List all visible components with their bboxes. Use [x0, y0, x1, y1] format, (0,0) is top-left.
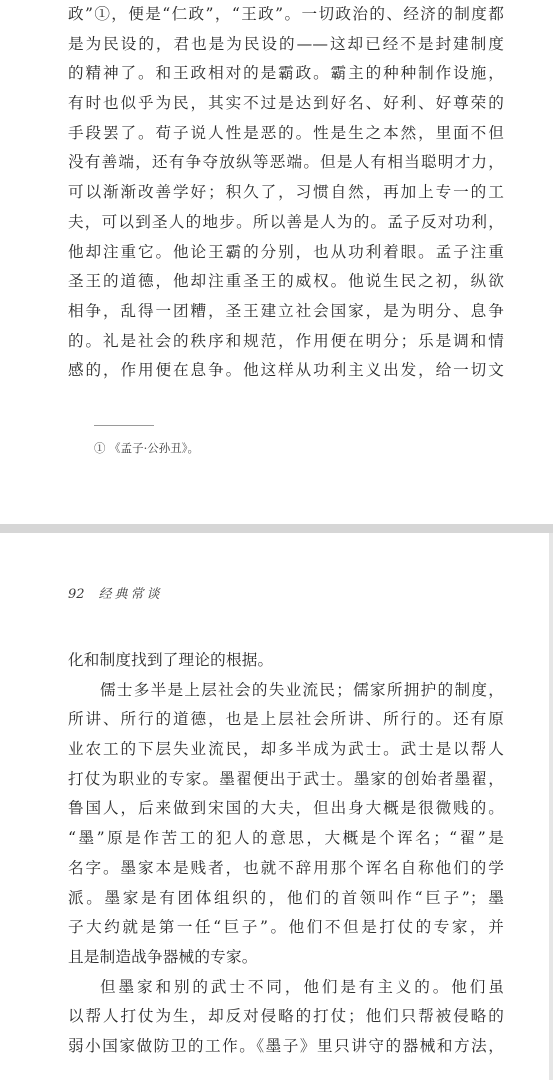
- upper-text-line-7: 可以渐渐改善学好；积久了，习惯自然，再加上专一的工: [68, 183, 504, 202]
- upper-text-line-10: 圣王的道德，他却注重圣王的威权。他说生民之初，纵欲: [68, 272, 504, 291]
- page-number: 92: [68, 587, 85, 602]
- upper-text-line-2: 是为民设的，君也是为民设的——这却已经不是封建制度: [68, 34, 504, 53]
- upper-text-line-1: 政”①，便是“仁政”，“王政”。一切政治的、经济的制度都: [68, 5, 504, 23]
- upper-book-page: [0, 0, 553, 524]
- upper-text-line-6: 没有善端，还有争夺放纵等恶端。但是人有相当聪明才力，: [68, 153, 504, 172]
- lower-text-line-14: 弱小国家做防卫的工作。《墨子》里只讲守的器械和方法，: [68, 1036, 504, 1055]
- page-edge-shadow: [549, 533, 553, 1080]
- running-title: 经典常谈: [98, 587, 163, 602]
- lower-text-line-9: 派。墨家是有团体组织的，他们的首领叫作“巨子”；墨: [68, 888, 504, 907]
- lower-text-line-3: 所讲、所行的道德，也是上层社会所讲、所行的。还有原: [68, 710, 504, 729]
- upper-text-line-4: 有时也似乎为民，其实不过是达到好名、好利、好尊荣的: [68, 94, 504, 113]
- lower-text-line-12: 但墨家和别的武士不同，他们是有主义的。他们虽: [100, 977, 504, 996]
- running-header: [68, 586, 163, 604]
- lower-text-line-10: 子大约就是第一任“巨子”。他们不但是打仗的专家，并: [68, 918, 504, 937]
- lower-text-line-1: 化和制度找到了理论的根据。: [68, 651, 274, 669]
- lower-text-line-7: “墨”原是作苦工的犯人的意思，大概是个诨名；“翟”是: [68, 829, 504, 848]
- upper-text-line-11: 相争，乱得一团糟，圣王建立社会国家，是为明分、息争: [68, 301, 504, 320]
- upper-text-line-8: 夫，可以到圣人的地步。所以善是人为的。孟子反对功利，: [68, 212, 504, 231]
- upper-text-line-9: 他却注重它。他论王霸的分别，也从功利着眼。孟子注重: [68, 242, 504, 261]
- upper-text-line-5: 手段罢了。荀子说人性是恶的。性是生之本然，里面不但: [68, 123, 504, 142]
- upper-text-line-13: 感的，作用便在息争。他这样从功利主义出发，给一切文: [68, 361, 504, 380]
- upper-page-body-text: [68, 0, 504, 386]
- lower-text-line-5: 打仗为职业的专家。墨翟便出于武士。墨家的创始者墨翟，: [68, 769, 504, 788]
- lower-text-line-13: 以帮人打仗为生，却反对侵略的打仗；他们只帮被侵略的: [68, 1007, 504, 1026]
- lower-text-line-11: 且是制造战争器械的专家。: [68, 947, 258, 966]
- footnote: ① 《孟子·公孙丑》。: [94, 441, 200, 455]
- page-separator: [0, 524, 553, 533]
- lower-page-body-text: [68, 646, 504, 1062]
- lower-text-line-6: 鲁国人，后来做到宋国的大夫，但出身大概是很微贱的。: [68, 799, 504, 818]
- footnote-divider: [94, 425, 154, 426]
- upper-text-line-12: 的。礼是社会的秩序和规范，作用便在明分；乐是调和情: [68, 331, 504, 350]
- upper-text-line-3: 的精神了。和王政相对的是霸政。霸主的种种制作设施，: [68, 64, 504, 83]
- lower-text-line-2: 儒士多半是上层社会的失业流民；儒家所拥护的制度，: [100, 680, 504, 699]
- lower-text-line-8: 名字。墨家本是贱者，也就不辞用那个诨名自称他们的学: [68, 858, 504, 877]
- lower-text-line-4: 业农工的下层失业流民，却多半成为武士。武士是以帮人: [68, 740, 504, 759]
